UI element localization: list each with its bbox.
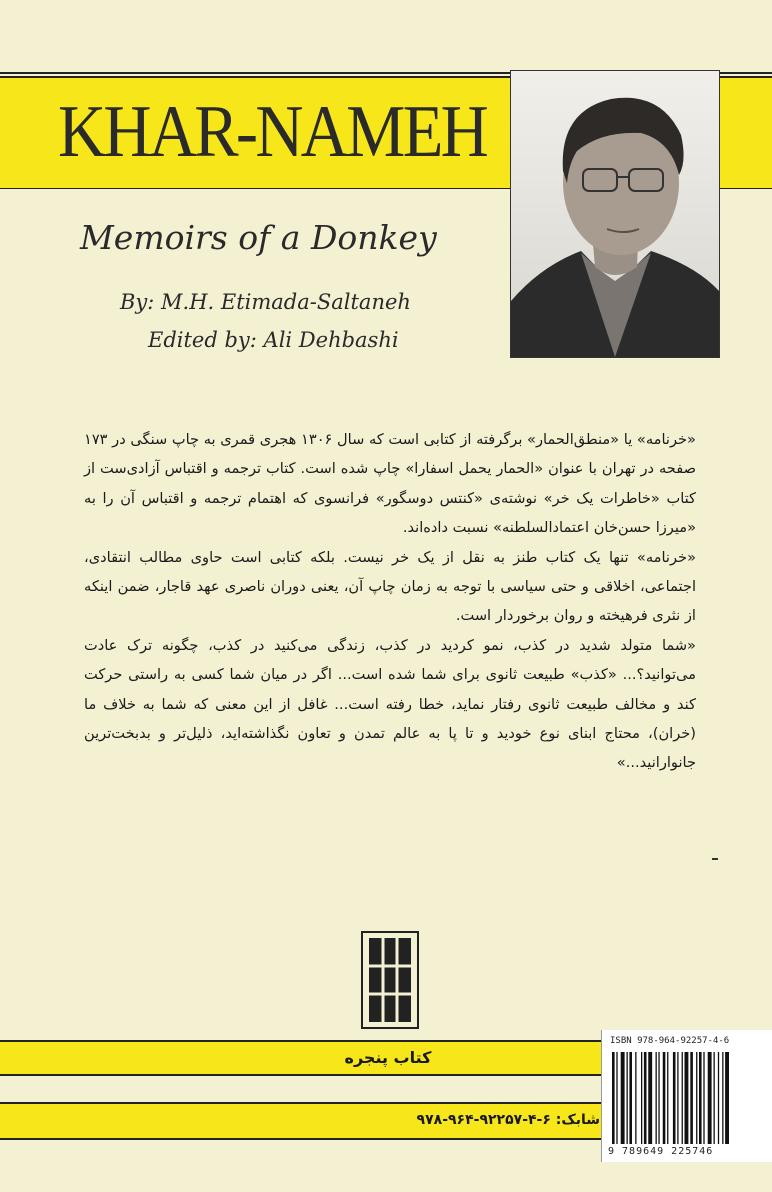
barcode-isbn-text: ISBN 978-964-92257-4-6 — [610, 1036, 730, 1046]
end-mark — [712, 858, 718, 860]
persian-isbn: شابک: ۶-۴-۹۲۲۵۷-۹۶۴-۹۷۸ — [416, 1112, 600, 1128]
book-subtitle: Memoirs of a Donkey — [80, 218, 437, 257]
description-quote: «شما متولد شدید در کذب، نمو کردید در کذب، زندگی می‌کنید در کذب، چگونه ترک عادت می‌توانید؟... «کذب» طبیعت ثانوی برای شما شده است... اگر در میان شما کسی به راستی حرکت کند و مخالف طبیعت ثانوی رفتار نماید، خطا رفته است... غافل از این معنی که شما به خلاف ما (خران)، محتاج ابنای نوع خودید و تا پا به عالم تمدن و تعاون نگذاشته‌اید، ذلیل‌تر و بدبخت‌ترین جانوارانید...» — [84, 636, 696, 772]
barcode-icon — [612, 1052, 764, 1144]
barcode-label — [601, 1030, 772, 1162]
book-title: KHAR-NAMEH — [58, 91, 487, 173]
publisher-band-bottom-rule — [0, 1074, 601, 1076]
book-description — [84, 425, 696, 778]
author-portrait-icon — [510, 70, 720, 358]
description-paragraph: «خرنامه» تنها یک کتاب طنز به نقل از یک خر نیست. بلکه کتابی است حاوی مطالب انتقادی، اجتماعی، اخلاقی و حتی سیاسی با توجه به زمان چاپ آن، یعنی دوران ناصری عهد قاجار، ضمن اینکه از نثری فرهیخته و روان برخوردار است. — [84, 548, 696, 625]
publisher-name: کتاب پنجره — [344, 1048, 432, 1067]
description-paragraph: «خرنامه» یا «منطق‌الحمار» برگرفته از کتابی است که سال ۱۳۰۶ هجری قمری به چاپ سنگی در ۱۷۳ صفحه در تهران با عنوان «الحمار یحمل اسفارا» چاپ شده است. کتاب ترجمه و اقتباس آزادی‌ست از کتاب «خاطرات یک خر» نوشته‌ی «کنتس دوسگور» فرانسوی که اهتمام ترجمه و اقتباس آن را به «میرزا حسن‌خان اعتمادالسلطنه» نسبت داده‌اند. — [84, 431, 696, 537]
barcode-digits: 9 789649 225746 — [608, 1146, 714, 1157]
editor-line: Edited by: Ali Dehbashi — [148, 328, 399, 352]
publisher-band — [0, 1042, 601, 1074]
window-logo-icon — [361, 931, 419, 1029]
isbn-band-bottom-rule — [0, 1138, 601, 1140]
author-line: By: M.H. Etimada-Saltaneh — [120, 290, 411, 314]
